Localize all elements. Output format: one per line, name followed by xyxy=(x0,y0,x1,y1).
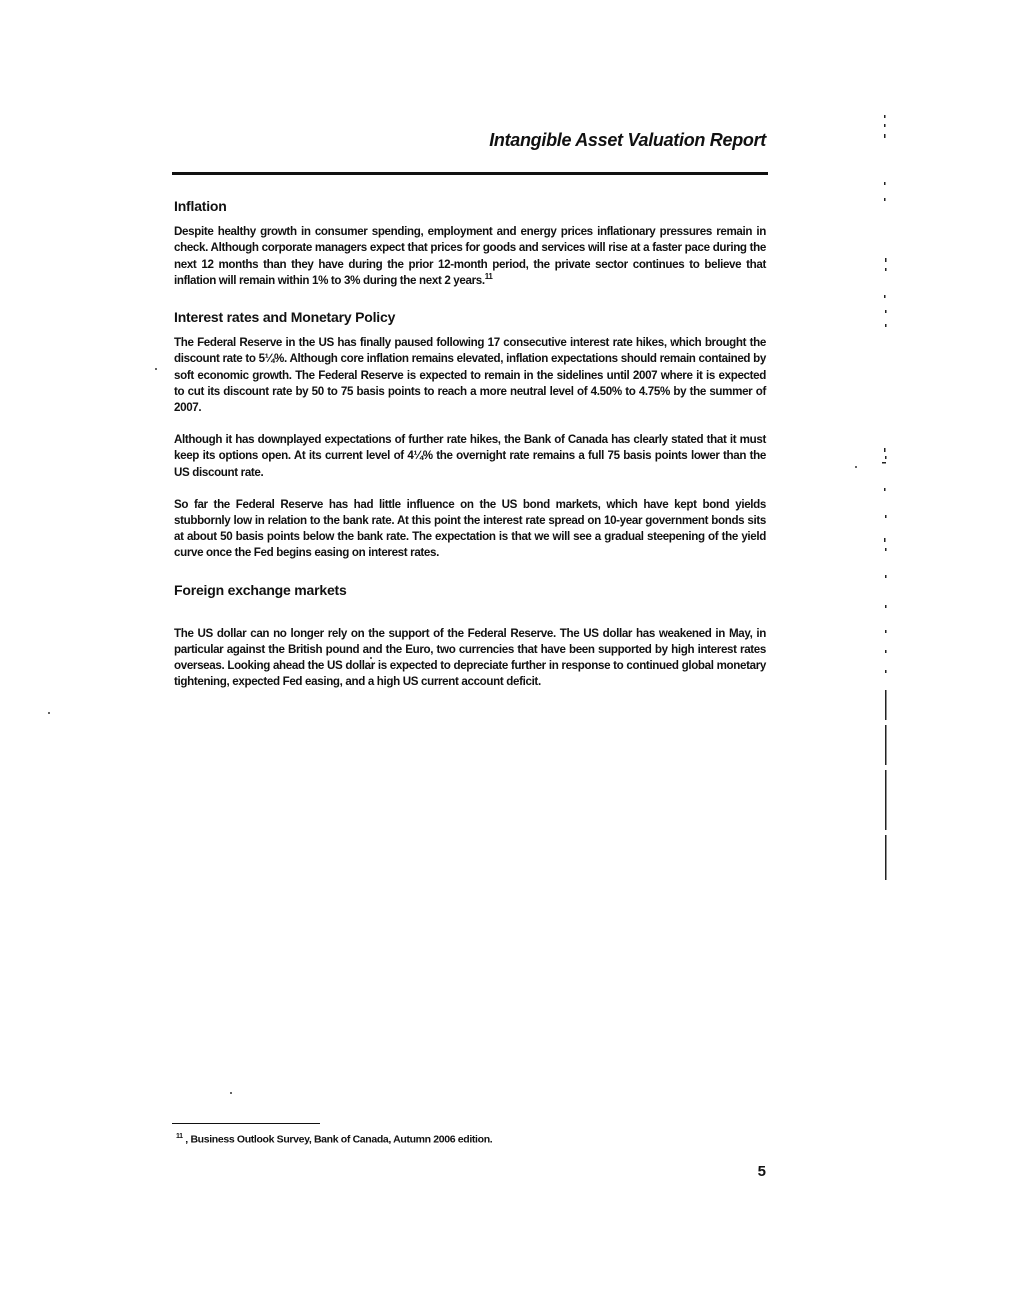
paragraph-interest-2: Although it has downplayed expectations of further rate hikes, the Bank of Canada has clearly stated that it must keep its options open. At its current level of 4¼% the overnight rate remains a full 75 basis points lower than the US discount rate. xyxy=(174,433,766,479)
paragraph-interest-3: So far the Federal Reserve has had little influence on the US bond markets, which have kept bond yields stubbornly low in relation to the bank rate. At this point the interest rate spread on 10-year government bonds sits at about 50 basis points below the bank rate. The expectation is that we will see a gradual steepening of the yield curve once the Fed begins easing on interest rates. xyxy=(174,497,766,560)
footnote-reference: 11 xyxy=(484,271,493,281)
section-heading-foreign-exchange: Foreign exchange markets xyxy=(174,581,347,598)
page-number: 5 xyxy=(757,1163,766,1180)
paragraph-interest-1: The Federal Reserve in the US has finally paused following 17 consecutive interest rate hikes, which brought the discount rate to 5¼%. Although core inflation remains elevated, inflation expectations should remain contained by soft economic growth. The Federal Reserve is expected to remain in the sidelines until 2007 where it is expected to cut its discount rate by 50 to 75 basis points to reach a more neutral level of 4.50% to 4.75% by the summer of 2007. xyxy=(174,336,766,415)
section-heading-inflation: Inflation xyxy=(174,198,227,214)
scan-speck xyxy=(230,1092,232,1094)
footnote-marker: 11 xyxy=(176,1133,183,1140)
paragraph-text: Despite healthy growth in consumer spending, employment and energy prices inflationary pressures remain in check. Although corporate managers expect that prices for goods and services will rise at a faster pace during the next 12 months than they have during the prior 12-month period, the private sector continues to believe that inflation will remain within 1% to 3% during the next 2 years. xyxy=(174,225,766,287)
scan-speck xyxy=(48,712,50,714)
scan-speck xyxy=(155,368,157,370)
scan-edge-artifacts xyxy=(876,110,896,890)
scan-speck xyxy=(370,657,372,659)
section-foreign-exchange xyxy=(174,582,766,691)
header-divider xyxy=(172,172,768,175)
section-inflation xyxy=(174,198,766,289)
paragraph-foreign-exchange: The US dollar can no longer rely on the support of the Federal Reserve. The US dollar has weakened in May, in particular against the British pound and the Euro, two currencies that have been supported by high interest rates overseas. Looking ahead the US dollar is expected to depreciate further in response to continued global monetary tightening, expected Fed easing, and a high US current account deficit. xyxy=(174,626,766,689)
section-heading-interest-rates: Interest rates and Monetary Policy xyxy=(174,309,396,326)
footnote xyxy=(176,1133,736,1146)
spacer xyxy=(174,608,766,626)
footnote-text: Business Outlook Survey, Bank of Canada, Autumn 2006 edition. xyxy=(190,1133,493,1146)
footnote-divider xyxy=(172,1123,320,1124)
report-title: Intangible Asset Valuation Report xyxy=(489,130,766,150)
section-interest-rates xyxy=(174,309,766,562)
footnote-separator: , xyxy=(185,1133,188,1146)
paragraph-inflation xyxy=(174,224,766,289)
main-content xyxy=(174,198,766,707)
scan-speck xyxy=(855,466,857,468)
